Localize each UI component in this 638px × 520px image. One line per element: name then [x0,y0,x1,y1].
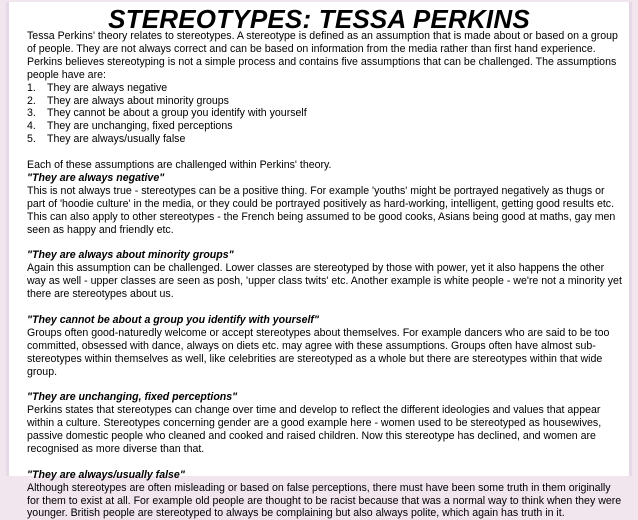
list-item-text: They are always/usually false [47,133,186,146]
section-body: Groups often good-naturedly welcome or accept stereotypes about themselves. For example dancers who are said to be too committed, obsessed with dance, always on diets etc. may agree with these assumptions. Groups often have almost sub-stereotypes within themselves as well, like celebrities are stereotyped as a whole but there are stereotypes within that wide group. [27,326,610,378]
list-number: 2. [27,94,36,107]
section-heading: "They are always negative" [27,171,165,184]
section-heading: "They are unchanging, fixed perceptions" [27,391,238,404]
spacer [27,146,625,159]
list-item [27,82,625,95]
section-body: This is not always true - stereotypes can be a positive thing. For example 'youths' might be portrayed negatively as thugs or part of 'hoodie culture' in the media, or they could be portrayed positively as hard-working, intelligent, getting good results etc. This can also apply to other stereotypes - the French being assumed to be good cooks, Asians being good at maths, gay men seen as happy and friendly etc. [27,184,616,236]
list-number: 5. [27,133,36,146]
slide [6,2,632,520]
intro-paragraph: Perkins believes stereotyping is not a simple process and contains five assumptions that can be challenged. The assumptions people have are: [27,55,617,81]
list-number: 1. [27,81,36,94]
list-item [27,133,625,146]
spacer [27,378,625,391]
list-item [27,120,625,133]
spacer [27,236,625,249]
slide-body [27,30,625,520]
list-item [27,95,625,108]
section-heading: "They are always/usually false" [27,468,185,481]
intro-paragraph: Tessa Perkins' theory relates to stereotypes. A stereotype is defined as an assumption that is made about or based on a group of people. They are not always correct and can be based on information from the media rather than first hand experience. [27,30,618,55]
list-item-text: They cannot be about a group you identify with yourself [47,107,307,120]
list-item-text: They are unchanging, fixed perceptions [47,120,233,133]
list-item-text: They are always negative [47,81,168,94]
section-body: Again this assumption can be challenged. Lower classes are stereotyped by those with power, yet it also happens the other way as well - upper classes are seen as posh, 'upper class twits' etc. Another example is white people - we're not a minority yet there are stereotypes about us. [27,262,622,301]
challenge-line: Each of these assumptions are challenged within Perkins' theory. [27,159,332,172]
list-item-text: They are always about minority groups [47,94,229,107]
assumption-list [27,82,625,147]
spacer [27,456,625,469]
list-number: 4. [27,120,36,133]
section-heading: "They cannot be about a group you identify with yourself" [27,313,319,326]
page-title: STEREOTYPES: TESSA PERKINS [108,4,530,34]
section-heading: "They are always about minority groups" [27,249,234,262]
spacer [27,301,625,314]
section-body: Although stereotypes are often misleading or based on false perceptions, there must have been some truth in them originally for them to exist at all. For example old people are thought to be racist because that was a normal way to think when they were younger. British people are stereotyped to always be complaining but also always polite, which again has truth in it. [27,481,622,520]
list-number: 3. [27,107,36,120]
list-item [27,107,625,120]
section-body: Perkins states that stereotypes can change over time and develop to reflect the different ideologies and values that appear within a culture. Stereotypes concerning gender are a good example here - women used to be stereotyped as housewives, passive domestic people who cleaned and cooked and raised children. Now this stereotype has declined, and women are recognised as more diverse than that. [27,404,602,455]
